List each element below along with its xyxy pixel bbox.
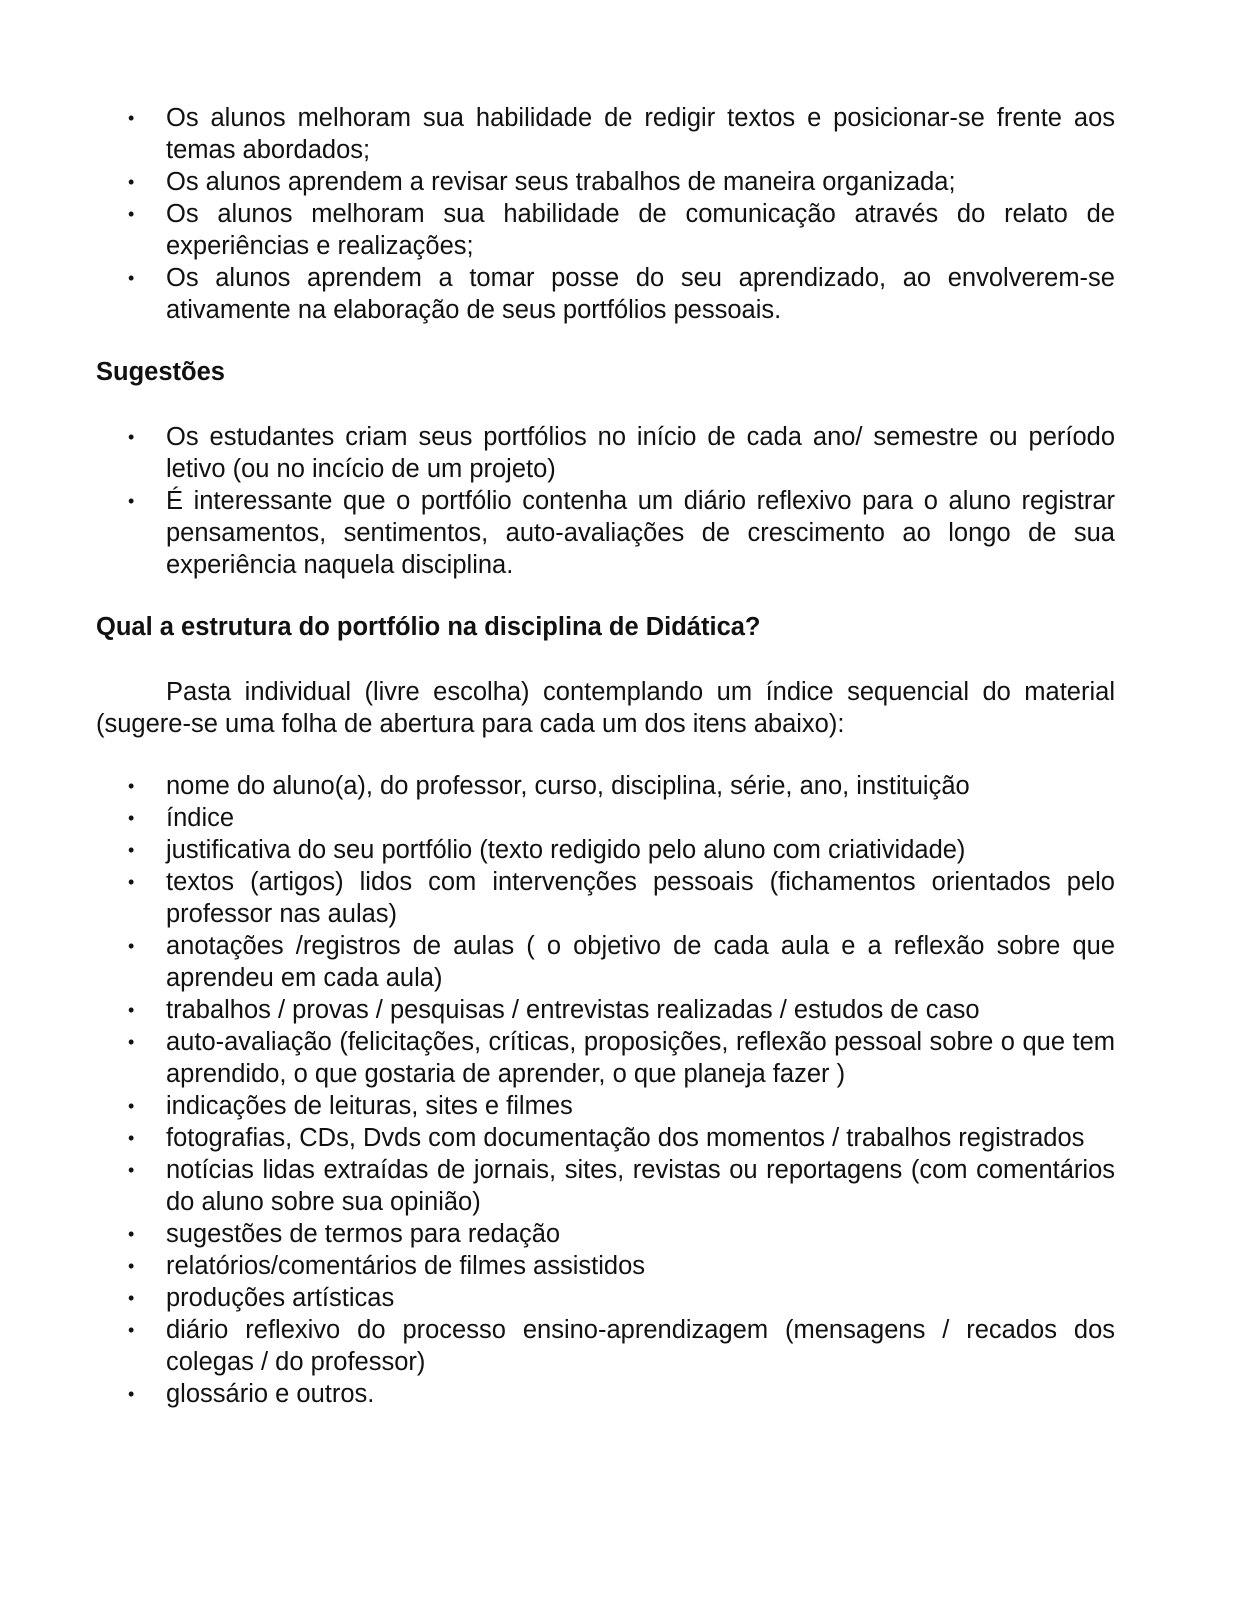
list-item-text: diário reflexivo do processo ensino-aprendizagem (mensagens / recados dos colegas / do professor) (166, 1316, 1115, 1376)
bullet-icon: • (128, 491, 135, 511)
bullet-icon: • (128, 108, 135, 128)
list-item-text: Os alunos melhoram sua habilidade de redigir textos e posicionar-se frente aos temas abordados; (166, 104, 1115, 164)
list-item (96, 1314, 1115, 1378)
list-item (96, 485, 1115, 581)
list-item-text: fotografias, CDs, Dvds com documentação dos momentos / trabalhos registrados (166, 1124, 1085, 1152)
bullet-icon: • (128, 808, 135, 828)
list-item-text: glossário e outros. (166, 1380, 375, 1408)
list-item (96, 930, 1115, 994)
list-item-text: nome do aluno(a), do professor, curso, disciplina, série, ano, instituição (166, 772, 970, 800)
bullet-icon: • (128, 1128, 135, 1148)
list-item (96, 866, 1115, 930)
list-item (96, 1122, 1115, 1154)
bullet-icon: • (128, 268, 135, 288)
list-item (96, 198, 1115, 262)
bullet-icon: • (128, 1096, 135, 1116)
list-item-text: índice (166, 804, 235, 832)
list-item-text: Os alunos aprendem a tomar posse do seu aprendizado, ao envolverem-se ativamente na elaboração de seus portfólios pessoais. (166, 264, 1115, 324)
list-item-text: Os alunos aprendem a revisar seus trabalhos de maneira organizada; (166, 168, 956, 196)
list-item-text: sugestões de termos para redação (166, 1220, 561, 1248)
list-item (96, 770, 1115, 802)
bullet-icon: • (128, 204, 135, 224)
bullet-icon: • (128, 1160, 135, 1180)
structure-list (96, 770, 1115, 1410)
bullet-icon: • (128, 936, 135, 956)
suggestions-heading: Sugestões (96, 358, 225, 386)
bullet-icon: • (128, 840, 135, 860)
bullet-icon: • (128, 1320, 135, 1340)
bullet-icon: • (128, 427, 135, 447)
bullet-icon: • (128, 1384, 135, 1404)
list-item (96, 1218, 1115, 1250)
list-item (96, 1090, 1115, 1122)
bullet-icon: • (128, 1000, 135, 1020)
structure-paragraph: Pasta individual (livre escolha) contemplando um índice sequencial do material (sugere-se uma folha de abertura para cada um dos itens abaixo): (96, 678, 1115, 738)
bullet-icon: • (128, 776, 135, 796)
list-item-text: anotações /registros de aulas ( o objetivo de cada aula e a reflexão sobre que aprendeu em cada aula) (166, 932, 1115, 992)
list-item-text: É interessante que o portfólio contenha um diário reflexivo para o aluno registrar pensamentos, sentimentos, auto-avaliações de crescimento ao longo de sua experiência naquela disciplina. (166, 487, 1115, 579)
list-item (96, 1378, 1115, 1410)
list-item (96, 1250, 1115, 1282)
list-item (96, 1282, 1115, 1314)
list-item (96, 166, 1115, 198)
list-item-text: Os estudantes criam seus portfólios no início de cada ano/ semestre ou período letivo (ou no incício de um projeto) (166, 423, 1115, 483)
list-item-text: textos (artigos) lidos com intervenções pessoais (fichamentos orientados pelo professor nas aulas) (166, 868, 1115, 928)
list-item-text: Os alunos melhoram sua habilidade de comunicação através do relato de experiências e realizações; (166, 200, 1115, 260)
suggestions-list (96, 421, 1115, 581)
list-item (96, 262, 1115, 326)
list-item-text: justificativa do seu portfólio (texto redigido pelo aluno com criatividade) (166, 836, 966, 864)
bullet-icon: • (128, 1224, 135, 1244)
bullet-icon: • (128, 1288, 135, 1308)
list-item-text: auto-avaliação (felicitações, críticas, proposições, reflexão pessoal sobre o que tem aprendido, o que gostaria de aprender, o que planeja fazer ) (166, 1028, 1115, 1088)
bullet-icon: • (128, 1032, 135, 1052)
list-item (96, 834, 1115, 866)
document-page (96, 102, 1115, 1410)
list-item (96, 102, 1115, 166)
list-item-text: trabalhos / provas / pesquisas / entrevistas realizadas / estudos de caso (166, 996, 980, 1024)
list-item (96, 802, 1115, 834)
intro-list (96, 102, 1115, 326)
list-item-text: notícias lidas extraídas de jornais, sites, revistas ou reportagens (com comentários do aluno sobre sua opinião) (166, 1156, 1115, 1216)
structure-heading: Qual a estrutura do portfólio na disciplina de Didática? (96, 613, 761, 641)
list-item-text: produções artísticas (166, 1284, 395, 1312)
list-item (96, 1154, 1115, 1218)
list-item-text: relatórios/comentários de filmes assistidos (166, 1252, 646, 1280)
list-item (96, 1026, 1115, 1090)
bullet-icon: • (128, 172, 135, 192)
list-item (96, 994, 1115, 1026)
bullet-icon: • (128, 1256, 135, 1276)
bullet-icon: • (128, 872, 135, 892)
list-item (96, 421, 1115, 485)
list-item-text: indicações de leituras, sites e filmes (166, 1092, 573, 1120)
